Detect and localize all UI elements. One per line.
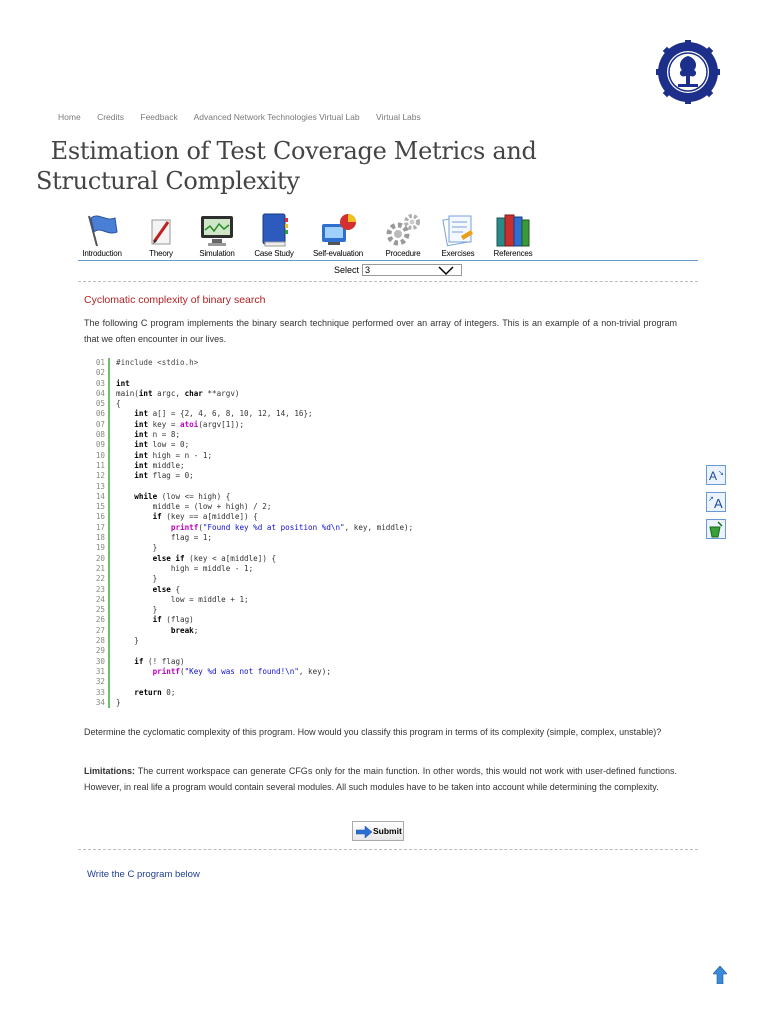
top-navigation [58, 112, 435, 122]
code-token [116, 451, 134, 460]
tab-introduction[interactable]: Introduction [74, 212, 130, 258]
code-token [116, 420, 134, 429]
code-token: "Found key %d at position %d\n" [202, 522, 345, 532]
svg-text:↗: ↗ [708, 496, 714, 503]
code-token: middle = (low + high) / 2; [116, 502, 272, 512]
line-number: 25 [92, 605, 110, 615]
line-number: 22 [92, 574, 110, 584]
code-token [116, 471, 134, 480]
book-icon [255, 212, 293, 248]
code-line [92, 667, 572, 677]
institute-logo [656, 40, 720, 104]
code-line [92, 626, 572, 636]
code-token: else if [152, 553, 185, 563]
code-token: } [116, 543, 158, 553]
limitations-text: The current workspace can generate CFGs only for the main function. In other words, this would not work with user-defined functions. However, in real life a program would contain several modules. All such modules have to be taken into account while determining the complexity. [84, 766, 677, 792]
font-decrease-icon [706, 465, 726, 485]
code-line [92, 698, 572, 708]
line-number: 12 [92, 471, 110, 481]
side-tools [706, 465, 728, 546]
code-token: { [116, 399, 121, 409]
code-line [92, 636, 572, 646]
font-increase-icon [706, 492, 726, 512]
line-number: 30 [92, 657, 110, 667]
code-line [92, 502, 572, 512]
select-value: 3 [365, 265, 371, 275]
code-line [92, 451, 572, 461]
code-token: #include <stdio.h> [116, 358, 199, 367]
code-line [92, 471, 572, 481]
line-number: 19 [92, 543, 110, 553]
line-number: 11 [92, 461, 110, 471]
font-increase-button[interactable] [706, 492, 726, 512]
code-token [116, 523, 171, 532]
write-program-prompt: Write the C program below [87, 869, 200, 880]
chevron-down-icon [437, 264, 455, 276]
nav-virtual-labs-link[interactable]: Virtual Labs [376, 112, 421, 122]
code-token: else [152, 584, 171, 594]
exercise-select[interactable] [362, 264, 462, 276]
line-number: 24 [92, 595, 110, 605]
line-number: 05 [92, 399, 110, 409]
code-token: ( [198, 522, 203, 532]
code-line [92, 409, 572, 419]
code-token [116, 492, 134, 501]
line-number: 23 [92, 585, 110, 595]
code-token: return [134, 687, 162, 697]
tab-self-evaluation[interactable]: Self-evaluation [310, 212, 366, 258]
code-line [92, 554, 572, 564]
code-token: printf [152, 666, 181, 676]
worksheet-icon [439, 212, 477, 248]
code-token: } [116, 605, 158, 615]
line-number: 09 [92, 440, 110, 450]
nav-home-link[interactable]: Home [58, 112, 81, 122]
code-token: int [134, 430, 149, 440]
nav-credits-link[interactable]: Credits [97, 112, 124, 122]
computer-chart-icon [318, 212, 358, 248]
code-token [116, 440, 134, 449]
line-number: 10 [92, 451, 110, 461]
gears-icon [384, 212, 422, 248]
code-token: key = [148, 419, 181, 429]
code-line [92, 688, 572, 698]
code-token: n = 8; [148, 430, 181, 440]
line-number: 14 [92, 492, 110, 502]
section-divider [78, 281, 698, 282]
code-token: int [138, 388, 153, 398]
exercise-title: Cyclomatic complexity of binary search [84, 294, 266, 306]
code-token [116, 554, 153, 563]
code-token: low = middle + 1; [116, 594, 249, 604]
tab-case-study[interactable]: Case Study [246, 212, 302, 258]
code-token: (argv[1]); [198, 419, 245, 429]
code-line [92, 399, 572, 409]
code-line [92, 368, 572, 378]
code-token: atoi [180, 419, 199, 429]
line-number: 33 [92, 688, 110, 698]
code-token: a[] = {2, 4, 6, 8, 10, 12, 14, 16}; [148, 409, 313, 419]
code-token: (key < a[middle]) { [184, 553, 277, 563]
pencil-paper-icon [144, 212, 178, 248]
tab-procedure[interactable]: Procedure [375, 212, 431, 258]
code-token: int [116, 378, 130, 388]
code-listing [92, 358, 572, 708]
tab-simulation[interactable]: Simulation [189, 212, 245, 258]
code-token: high = middle - 1; [116, 563, 254, 573]
code-line [92, 615, 572, 625]
line-number: 18 [92, 533, 110, 543]
arrow-right-icon [356, 826, 372, 838]
code-token: } [116, 636, 139, 646]
code-token [116, 657, 134, 666]
line-number: 27 [92, 626, 110, 636]
limitations-label: Limitations: [84, 766, 135, 776]
code-token: } [116, 574, 158, 584]
arrow-up-icon [713, 966, 727, 984]
page-title: Estimation of Test Coverage Metrics and Structural Complexity [36, 137, 537, 195]
line-number: 29 [92, 646, 110, 656]
code-token [116, 615, 153, 624]
line-number: 01 [92, 358, 110, 368]
code-line [92, 512, 572, 522]
line-number: 34 [92, 698, 110, 708]
code-line [92, 492, 572, 502]
code-token: high = n - 1; [148, 450, 213, 460]
nav-feedback-link[interactable]: Feedback [140, 112, 178, 122]
code-token: int [134, 460, 149, 470]
code-token: (flag) [161, 615, 194, 625]
code-line [92, 523, 572, 533]
code-token [116, 667, 153, 676]
code-line [92, 461, 572, 471]
line-number: 03 [92, 379, 110, 389]
code-token: main( [116, 388, 139, 398]
paint-bucket-icon [706, 519, 726, 539]
code-line [92, 657, 572, 667]
code-token: argc, [152, 388, 185, 398]
exercise-select-row [334, 265, 371, 275]
code-token: (low <= high) { [157, 491, 231, 501]
code-token: flag = 0; [148, 471, 194, 481]
code-token: low = 0; [148, 440, 190, 450]
code-token [116, 688, 134, 697]
line-number: 15 [92, 502, 110, 512]
code-line [92, 420, 572, 430]
code-line [92, 430, 572, 440]
code-token: , key, middle); [344, 522, 414, 532]
code-token: if [134, 656, 144, 666]
line-number: 32 [92, 677, 110, 687]
code-token [116, 430, 134, 439]
code-token: while [134, 491, 158, 501]
code-token: , key); [298, 666, 331, 676]
code-line [92, 677, 572, 687]
code-token [116, 409, 134, 418]
code-token: flag = 1; [116, 533, 213, 543]
code-token: { [170, 584, 181, 594]
back-to-top-button[interactable] [713, 966, 727, 989]
code-token: "Key %d was not found!\n" [184, 666, 299, 676]
code-token: printf [170, 522, 199, 532]
toolbar-divider [78, 260, 698, 261]
code-token: ( [180, 666, 185, 676]
code-token: } [116, 697, 121, 707]
code-line [92, 440, 572, 450]
select-label: Select [334, 265, 360, 275]
code-line [92, 379, 572, 389]
exercise-question: Determine the cyclomatic complexity of this program. How would you classify this program in terms of its complexity (simple, complex, unstable)? [84, 727, 662, 737]
code-line [92, 389, 572, 399]
code-token [116, 626, 171, 635]
line-number: 08 [92, 430, 110, 440]
submit-button[interactable]: Submit [352, 821, 404, 841]
monitor-icon [198, 212, 236, 248]
code-token: (! flag) [143, 656, 185, 666]
code-line [92, 482, 572, 492]
flag-icon [83, 212, 121, 248]
code-line [92, 533, 572, 543]
code-line [92, 595, 572, 605]
limitations-note [84, 764, 677, 795]
code-token: ; [193, 625, 199, 635]
code-token [116, 461, 134, 470]
line-number: 02 [92, 368, 110, 378]
line-number: 20 [92, 554, 110, 564]
theme-toggle-button[interactable] [706, 519, 726, 539]
line-number: 17 [92, 523, 110, 533]
line-number: 21 [92, 564, 110, 574]
code-token: middle; [148, 460, 185, 470]
code-token: break [170, 625, 194, 635]
tab-theory[interactable]: Theory [133, 212, 189, 258]
tab-exercises[interactable]: Exercises [430, 212, 486, 258]
exercise-intro: The following C program implements the binary search technique performed over an array of integers. This is an example of a non-trivial program that we often encounter in our lives. [84, 318, 677, 344]
code-token: int [134, 471, 149, 481]
code-line [92, 646, 572, 656]
code-token: if [152, 512, 162, 522]
code-token [116, 512, 153, 521]
code-token [116, 585, 153, 594]
code-line [92, 585, 572, 595]
code-token: int [134, 409, 149, 419]
code-line [92, 605, 572, 615]
line-number: 04 [92, 389, 110, 399]
code-token: int [134, 440, 149, 450]
line-number: 06 [92, 409, 110, 419]
line-number: 07 [92, 420, 110, 430]
svg-text:A: A [714, 496, 723, 511]
svg-text:A: A [709, 469, 718, 483]
code-token: int [134, 450, 149, 460]
svg-text:↘: ↘ [718, 470, 724, 477]
line-number: 26 [92, 615, 110, 625]
code-line [92, 358, 572, 368]
code-line [92, 564, 572, 574]
code-token: 0; [161, 687, 176, 697]
line-number: 16 [92, 512, 110, 522]
code-line [92, 543, 572, 553]
nav-lab-link[interactable]: Advanced Network Technologies Virtual Lab [193, 112, 360, 122]
tab-references[interactable]: References [485, 212, 541, 258]
code-token: int [134, 419, 149, 429]
code-token: if [152, 615, 162, 625]
line-number: 28 [92, 636, 110, 646]
section-divider-bottom [78, 849, 698, 850]
line-number: 31 [92, 667, 110, 677]
books-icon [493, 212, 533, 248]
code-token: **argv) [202, 388, 240, 398]
line-number: 13 [92, 482, 110, 492]
code-line [92, 574, 572, 584]
code-token: (key == a[middle]) { [161, 512, 258, 522]
code-token: char [184, 388, 203, 398]
font-decrease-button[interactable] [706, 465, 726, 485]
